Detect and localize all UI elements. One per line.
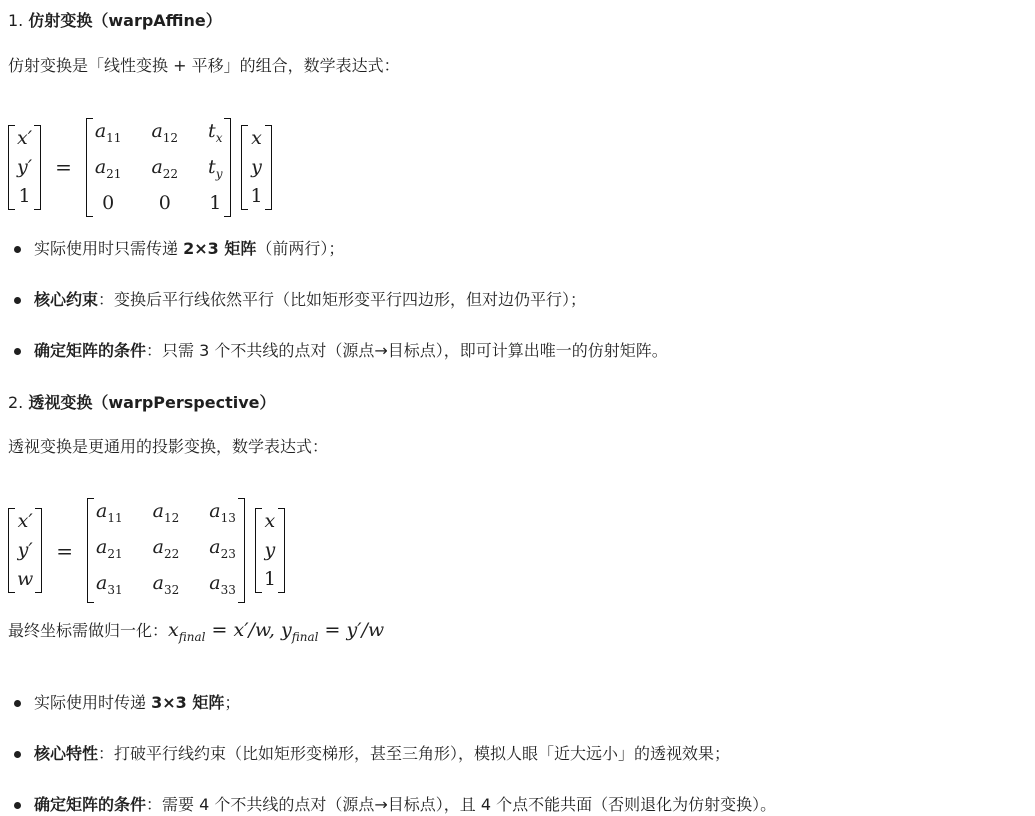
affine-matrix: $a_{11}$ $a_{12}$ $t_x$ $a_{21}$ $a_{22}$ $t_y$ 0 0 1	[86, 118, 232, 217]
normalization-text: 最终坐标需做归一化：	[8, 621, 169, 640]
affine-equation	[8, 118, 272, 217]
section1-bullets	[0, 238, 344, 260]
perspective-matrix: $a_{11}$ $a_{12}$ $a_{13}$ $a_{21}$ $a_{22}$ $a_{23}$ $a_{31}$ $a_{32}$ $a_{33}$	[87, 498, 245, 603]
list-item: 核心约束：变换后平行线依然平行（比如矩形变平行四边形，但对边仍平行）；	[0, 289, 586, 311]
perspective-rhs-vector: x y 1	[255, 508, 285, 593]
section2-intro: 透视变换是更通用的投影变换，数学表达式：	[8, 437, 329, 456]
bullet-dot	[14, 297, 21, 304]
section1-heading-num: 1.	[8, 11, 29, 30]
section1-bullets-3	[0, 340, 668, 362]
affine-lhs-vector: x′ y′ 1	[8, 125, 41, 210]
list-item: 核心特性：打破平行线约束（比如矩形变梯形，甚至三角形），模拟人眼「近大远小」的透视效果；	[0, 743, 730, 765]
bullet-dot	[14, 246, 21, 253]
list-item: 实际使用时只需传递 2×3 矩阵（前两行）；	[0, 238, 344, 260]
affine-rhs-vector: x y 1	[241, 125, 271, 210]
bullet-dot	[14, 802, 21, 809]
perspective-lhs-vector: x′ y′ w	[8, 508, 42, 593]
section2-heading	[8, 390, 275, 413]
list-item: 实际使用时传递 3×3 矩阵；	[0, 692, 240, 714]
section1-bullets-2	[0, 289, 586, 311]
equals-sign: =	[56, 538, 74, 563]
section1-heading-title: 仿射变换（warpAffine）	[28, 11, 222, 30]
bullet-dot	[14, 700, 21, 707]
section2-bullets	[0, 692, 240, 714]
section2-heading-num: 2.	[8, 393, 29, 412]
section1-intro: 仿射变换是「线性变换 + 平移」的组合，数学表达式：	[8, 56, 400, 75]
list-item: 确定矩阵的条件：需要 4 个不共线的点对（源点→目标点），且 4 个点不能共面（否则退化为仿射变换）。	[0, 794, 776, 816]
perspective-equation	[8, 498, 285, 603]
normalization-formula: $x_{final} = x'/w$, $y_{final} = y'/w$	[168, 619, 385, 644]
bullet-dot	[14, 751, 21, 758]
equals-sign: =	[55, 155, 72, 180]
bullet-dot	[14, 348, 21, 355]
section1-heading	[8, 8, 222, 31]
section2-heading-title: 透视变换（warpPerspective）	[28, 393, 276, 412]
section2-bullets-3	[0, 794, 776, 816]
section2-bullets-2	[0, 743, 730, 765]
list-item: 确定矩阵的条件：只需 3 个不共线的点对（源点→目标点），即可计算出唯一的仿射矩阵。	[0, 340, 668, 362]
normalization-line	[8, 618, 384, 644]
